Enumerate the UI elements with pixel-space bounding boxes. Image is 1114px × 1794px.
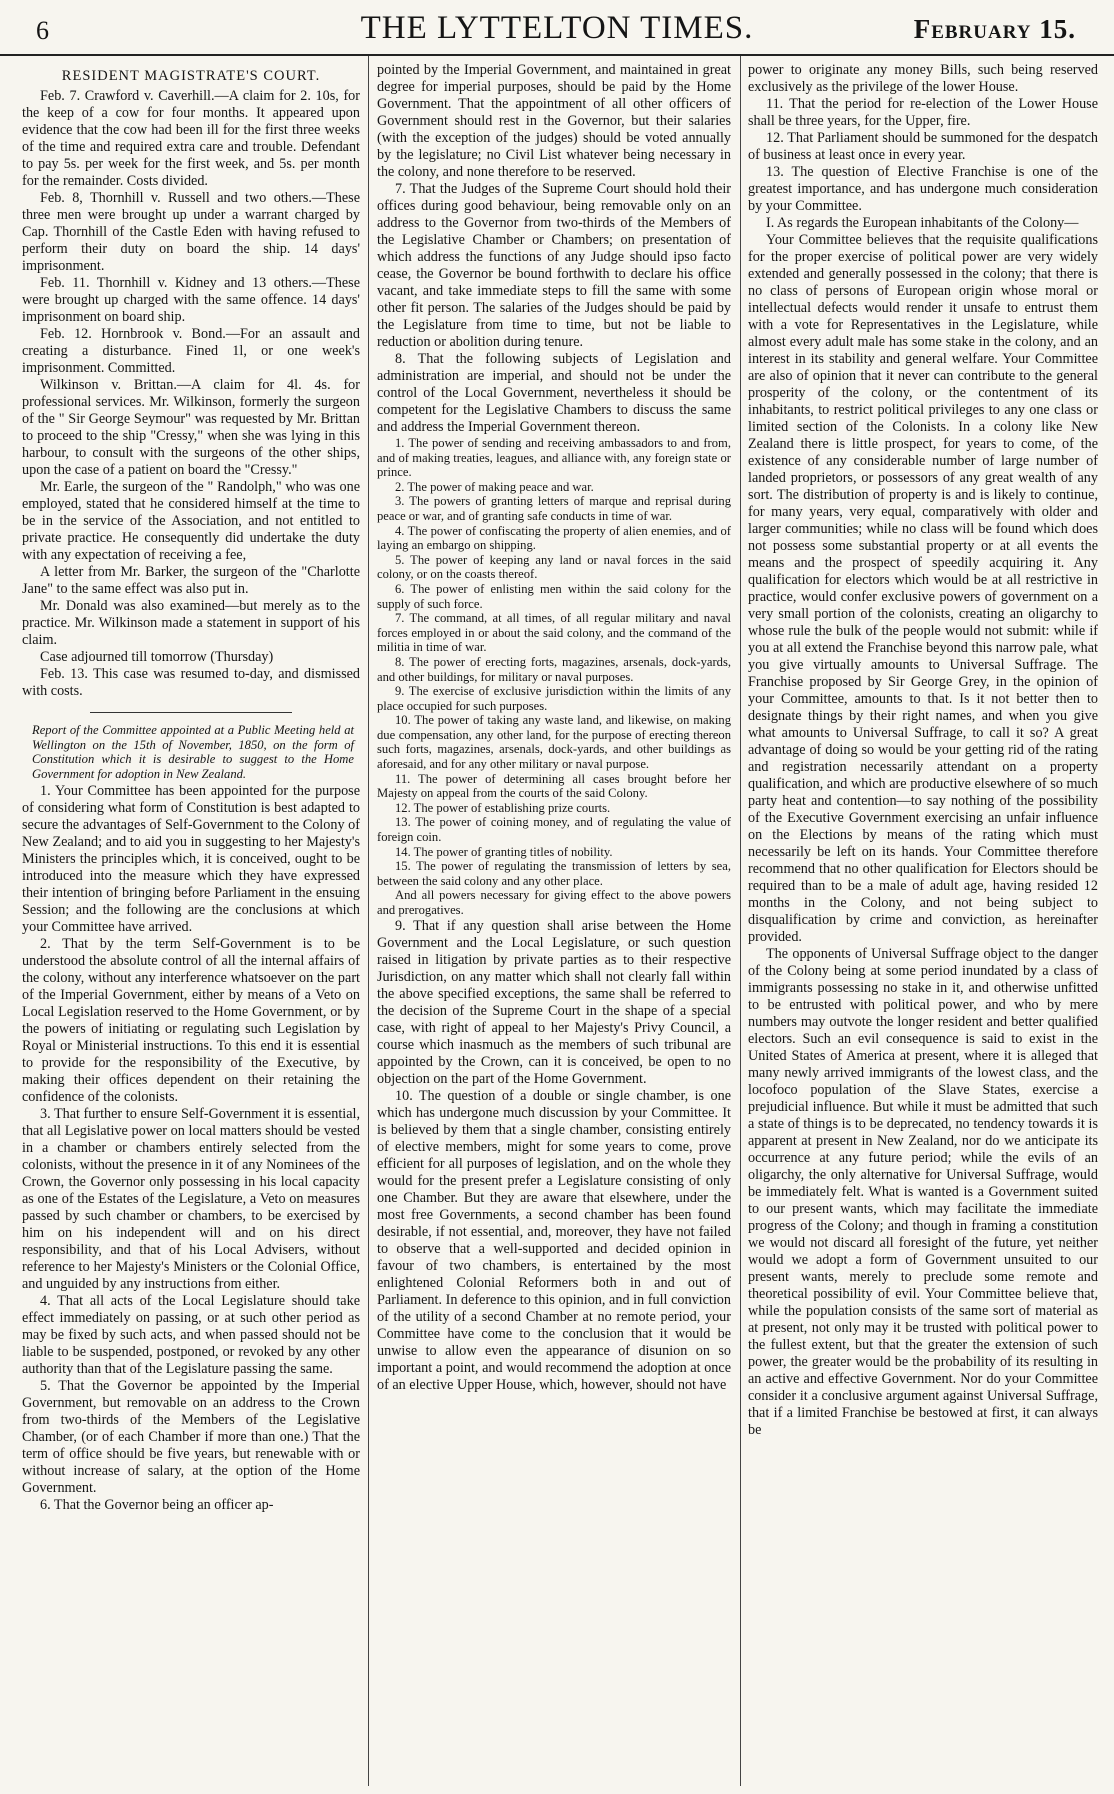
column-2 — [377, 62, 731, 1788]
court-entry: Mr. Earle, the surgeon of the " Randolph," who was one employed, stated that he considered himself at the time to be in the service of the Association, and not entitled to private practice. He consequently did undertake the duty with any expectation of receiving a fee, — [22, 479, 360, 563]
report-paragraph: 7. That the Judges of the Supreme Court should hold their offices during good behaviour, being removable only on an address to the Governor from two-thirds of the Members of the Legislative Chamber or Chambers; on presentation of which address the functions of any Judge should ipso facto cease, the Governor be bound forthwith to declare his office vacant, and take immediate steps to fill the same with some other fit person. The salaries of the Judges should be paid by the Legislature from time to time, but not be liable to reduction or abolition during tenure. — [377, 181, 731, 350]
report-paragraph: power to originate any money Bills, such being reserved exclusively as the privilege of the lower House. — [748, 62, 1098, 95]
report-paragraph: Your Committee believes that the requisite qualifications for the proper exercise of political power are very widely extended and generally possessed in the colony; that there is no class of persons of European origin whose moral or intellectual defects would render it unsafe to entrust them with a vote for Representatives in the Legislature, while almost every adult male has some stake in the colony, and an interest in its stability and general welfare. Your Committee are also of opinion that it never can contribute to the general prosperity of the colony, or the contentment of its inhabitants, to restrict political privileges to any one class or limited section of the Colonists. In a colony like New Zealand there is little prospect, for years to come, of the existence of any considerable number of large number of landed proprietors, or possessors of any great wealth of any sort. The distribution of property is and is likely to continue, for many years, very equal, comparatively with older and larger communities; while no class will be found which does not possess some substantial property or at all events the means and the prospect of speedily acquiring it. Any qualification for electors which would be at all restrictive in practice, would confer exclusive powers of government on a very small portion of the colonists, creating an oligarchy to whose rule the bulk of the people would not submit: while if you at all extend the Franchise beyond this narrow pale, what you give virtually amounts to Universal Suffrage. The Franchise proposed by Sir George Grey, in the opinion of your Committee, amounts to that. Is it not better then to designate things by their right names, and when you give what amounts to Universal Suffrage, to call it so? A great advantage of doing so would be your getting rid of the rating and registration necessarily attendant on a property qualification, and which are productive elsewhere of so much party heat and contention—to say nothing of the possibility of the Executive Government exercising an unfair influence on the Elections by means of the rating which must necessarily be left on its hands. Your Committee therefore recommend that no other qualification for Electors should be required than to be a male of adult age, having resided 12 months in the Colony, and not being subject to disqualification by crime and conviction, as hereinafter provided. — [748, 232, 1098, 945]
section-divider — [90, 712, 293, 713]
court-entry: Feb. 8, Thornhill v. Russell and two others.—These three men were brought up under a warrant charged by Cap. Thornhill of the Castle Eden with having refused to perform their duty on board the ship. 14 days' imprisonment. — [22, 190, 360, 274]
list-item: And all powers necessary for giving effect to the above powers and prerogatives. — [377, 888, 731, 917]
court-entry: Feb. 7. Crawford v. Caverhill.—A claim for 2. 10s, for the keep of a cow for four months. It appeared upon evidence that the cow had been ill for the first three weeks of the time and required extra care and trouble. Defendant to pay 5s. per week for the first week, and 5s. per month for the remainder. Costs divided. — [22, 88, 360, 189]
court-entry: Wilkinson v. Brittan.—A claim for 4l. 4s. for professional services. Mr. Wilkinson, formerly the surgeon of the " Sir George Seymour" was requested by Mr. Brittan to proceed to the ship "Cressy," when she was lying in this harbour, to consult with the surgeons of the other ships, upon the case of a patient on board the "Cressy." — [22, 377, 360, 478]
report-paragraph: I. As regards the European inhabitants of the Colony— — [766, 215, 1079, 231]
column-rule — [740, 56, 741, 1786]
list-item: 7. The command, at all times, of all regular military and naval forces employed in or about the said colony, and the command of the militia in time of war. — [377, 611, 731, 655]
list-item: 4. The power of confiscating the property of alien enemies, and of laying an embargo on shipping. — [377, 523, 731, 553]
list-item: 14. The power of granting titles of nobility. — [395, 844, 613, 859]
report-paragraph: 12. That Parliament should be summoned for the despatch of business at least once in every year. — [748, 130, 1098, 163]
column-3 — [748, 62, 1098, 1788]
list-item: 15. The power of regulating the transmission of letters by sea, between the said colony and any other place. — [377, 859, 731, 888]
list-item: 2. The power of making peace and war. — [395, 479, 594, 494]
court-entry: Case adjourned till tomorrow (Thursday) — [40, 649, 274, 665]
list-item: 3. The powers of granting letters of marque and reprisal during peace or war, and of granting safe conducts in time of war. — [377, 494, 731, 523]
list-item: 13. The power of coining money, and of regulating the value of foreign coin. — [377, 815, 731, 845]
report-paragraph: The opponents of Universal Suffrage object to the danger of the Colony being at some period inundated by a class of immigrants possessing no stake in it, and otherwise unfitted to be entrusted with political power, and who by mere numbers may outvote the longer resident and better qualified electors. Such an evil consequence is said to exist in the United States of America at present, where it is alleged that many newly arrived immigrants of the lowest class, and the locofoco population of the Slave States, exercise a prejudicial influence. But while it must be admitted that such a state of things is to be deprecated, no tendency towards it is apparent at present in New Zealand, nor do we anticipate its occurrence at any future period; while the evils of an oligarchy, the only alternative for Universal Suffrage, would be immediately felt. What is wanted is a Government suited to our present wants, which may facilitate the immediate progress of the Colony; and though in framing a constitution we would not discard all foresight of the future, yet neither would we adopt a form of Government unsuited to our present wants, merely to preclude some remote and theoretical possibility of evil. Your Committee believe that, while the population consists of the same sort of material as at present, not only may it be trusted with political power to the fullest extent, but that the greater the extension of such power, the greater would be the probability of its resulting in an active and effective Government. Nor do your Committee consider it a conclusive argument against Universal Suffrage, that if a limited Franchise be bestowed at first, it can always be — [748, 946, 1098, 1438]
report-paragraph: 8. That the following subjects of Legislation and administration are imperial, and should not be under the control of the Local Government, nevertheless it should be competent for the Legislative Chambers to discuss the same and address the Imperial Government thereon. — [377, 351, 731, 435]
court-entry: Mr. Donald was also examined—but merely as to the practice. Mr. Wilkinson made a statement in support of his claim. — [22, 598, 360, 648]
report-intro: Report of the Committee appointed at a Public Meeting held at Wellington on the 15th of November, 1850, on the form of Constitution which it is desirable to suggest to the Home Government for adoption in New Zealand. — [32, 723, 354, 781]
report-paragraph: 1. Your Committee has been appointed for the purpose of considering what form of Constitution is best adapted to secure the advantages of Self-Government to the Colony of New Zealand; and to aid you in suggesting to her Majesty's Ministers the principles which, it is conceived, ought to be introduced into the measure which they have expressed their intention of bringing before Parliament in the ensuing Session; and the following are the conclusions at which your Committee have arrived. — [22, 783, 360, 935]
report-paragraph: 5. That the Governor be appointed by the Imperial Government, but removable on an address to the Crown from two-thirds of the Members of the Legislative Chamber, (or of each Chamber if more than one.) That the term of office should be five years, but renewable with or without increase of salary, at the option of the Home Government. — [22, 1378, 360, 1496]
list-item: 5. The power of keeping any land or naval forces in the said colony, or on the coasts thereof. — [377, 552, 731, 582]
list-item: 10. The power of taking any waste land, and likewise, on making due compensation, any other land, for the purpose of erecting thereon such forts, magazines, arsenals, dock-yards, and other buildings as aforesaid, and for any other military or naval purpose. — [377, 713, 731, 772]
list-item: 8. The power of erecting forts, magazines, arsenals, dock-yards, and other buildings, for military or naval purposes. — [377, 654, 731, 684]
column-rule — [368, 56, 369, 1786]
section-heading: RESIDENT MAGISTRATE'S COURT. — [61, 68, 321, 84]
report-paragraph: 6. That the Governor being an officer ap- — [40, 1497, 274, 1513]
column-1 — [22, 62, 360, 1788]
court-entry: Feb. 12. Hornbrook v. Bond.—For an assault and creating a disturbance. Fined 1l, or one week's imprisonment. Committed. — [22, 326, 360, 376]
report-paragraph: 4. That all acts of the Local Legislature should take effect immediately on passing, or at such other period as may be fixed by such acts, and when passed should not be liable to be suspended, postponed, or revoked by any other authority than that of the Legislature passing the same. — [22, 1293, 360, 1377]
court-entry: Feb. 11. Thornhill v. Kidney and 13 others.—These were brought up charged with the same offence. 14 days' imprisonment on board ship. — [22, 275, 360, 325]
court-entry: A letter from Mr. Barker, the surgeon of the "Charlotte Jane" to the same effect was also put in. — [22, 564, 360, 597]
list-item: 6. The power of enlisting men within the said colony for the supply of such force. — [377, 581, 731, 611]
report-paragraph: 11. That the period for re-election of the Lower House shall be three years, for the Upper, fire. — [748, 96, 1098, 129]
report-paragraph: 13. The question of Elective Franchise is one of the greatest importance, and has undergone much consideration by your Committee. — [748, 164, 1098, 214]
report-paragraph: 2. That by the term Self-Government is to be understood the absolute control of all the internal affairs of the colony, without any interference whatsoever on the part of the Imperial Government, either by means of a Veto on Local Legislation reserved to the Home Government, or by the powers of initiating or regulating such Legislation by Royal or Ministerial instructions. To this end it is essential to provide for the responsibility of the Executive, by making their offices dependent on their retaining the confidence of the colonists. — [22, 936, 360, 1105]
court-entry: Feb. 13. This case was resumed to-day, and dismissed with costs. — [22, 666, 360, 699]
masthead — [0, 0, 1114, 56]
issue-date: February 15. — [913, 14, 1076, 44]
page-number: 6 — [36, 16, 49, 45]
list-item: 11. The power of determining all cases brought before her Majesty on appeal from the courts of the said Colony. — [377, 771, 731, 801]
report-paragraph: 9. That if any question shall arise between the Home Government and the Local Legislature, or such question raised in litigation by private parties as to their respective Jurisdiction, on any matter which shall not clearly fall within the above specified exceptions, the same shall be referred to the decision of the Supreme Court in the shape of a special case, with right of appeal to her Majesty's Privy Council, a course which inasmuch as the members of such tribunal are appointed by the Crown, can it is conceived, be open to no objection on the part of the Home Government. — [377, 917, 731, 1087]
list-item: 1. The power of sending and receiving ambassadors to and from, and of making treaties, leagues, and alliance with, any foreign state or prince. — [377, 436, 731, 480]
newspaper-title: THE LYTTELTON TIMES. — [360, 10, 754, 46]
report-paragraph: pointed by the Imperial Government, and maintained in great degree for imperial purposes, should be paid by the Home Government. That the appointment of all other officers of Government should rest in the Governor, but their salaries (with the exception of the judges) should be voted annually by the legislature; no Civil List whatever being necessary in the colony, and none therefore to be reserved. — [377, 62, 731, 180]
list-item: 9. The exercise of exclusive jurisdiction within the limits of any place occupied for such purposes. — [377, 684, 731, 713]
report-paragraph: 10. The question of a double or single chamber, is one which has undergone much discussion by your Committee. It is believed by them that a single chamber, consisting entirely of elective members, might for some years to come, prove efficient for all purposes of legislation, and on the whole they would for the present prefer a Legislature consisting of only one Chamber. But they are aware that elsewhere, under the most free Governments, a second chamber has been found desirable, if not essential, and, moreover, they have not failed to observe that a well-supported and decided opinion in favour of two chambers, is entertained by the most enlightened Colonial Reformers both in and out of Parliament. In deference to this opinion, and in full conviction of the utility of a second Chamber at no remote period, your Committee have come to the conclusion that it would be unwise to allow even the appearance of disunion on so important a point, and would recommend the adoption at once of an elective Upper House, which, however, should not have — [377, 1087, 731, 1393]
report-paragraph: 3. That further to ensure Self-Government it is essential, that all Legislative power on local matters should be vested in a chamber or chambers entirely selected from the colonists, without the presence in it of any Nominees of the Crown, the Governor only possessing in his local capacity as one of the Estates of the Legislature, a Veto on measures passed by such chamber or chambers, to be exercised by him on his independent will and on his direct responsibility, and that of his Local Advisers, without reference to her Majesty's Ministers or the Colonial Office, and unguided by any instructions from either. — [22, 1106, 360, 1292]
list-item: 12. The power of establishing prize courts. — [395, 800, 611, 815]
